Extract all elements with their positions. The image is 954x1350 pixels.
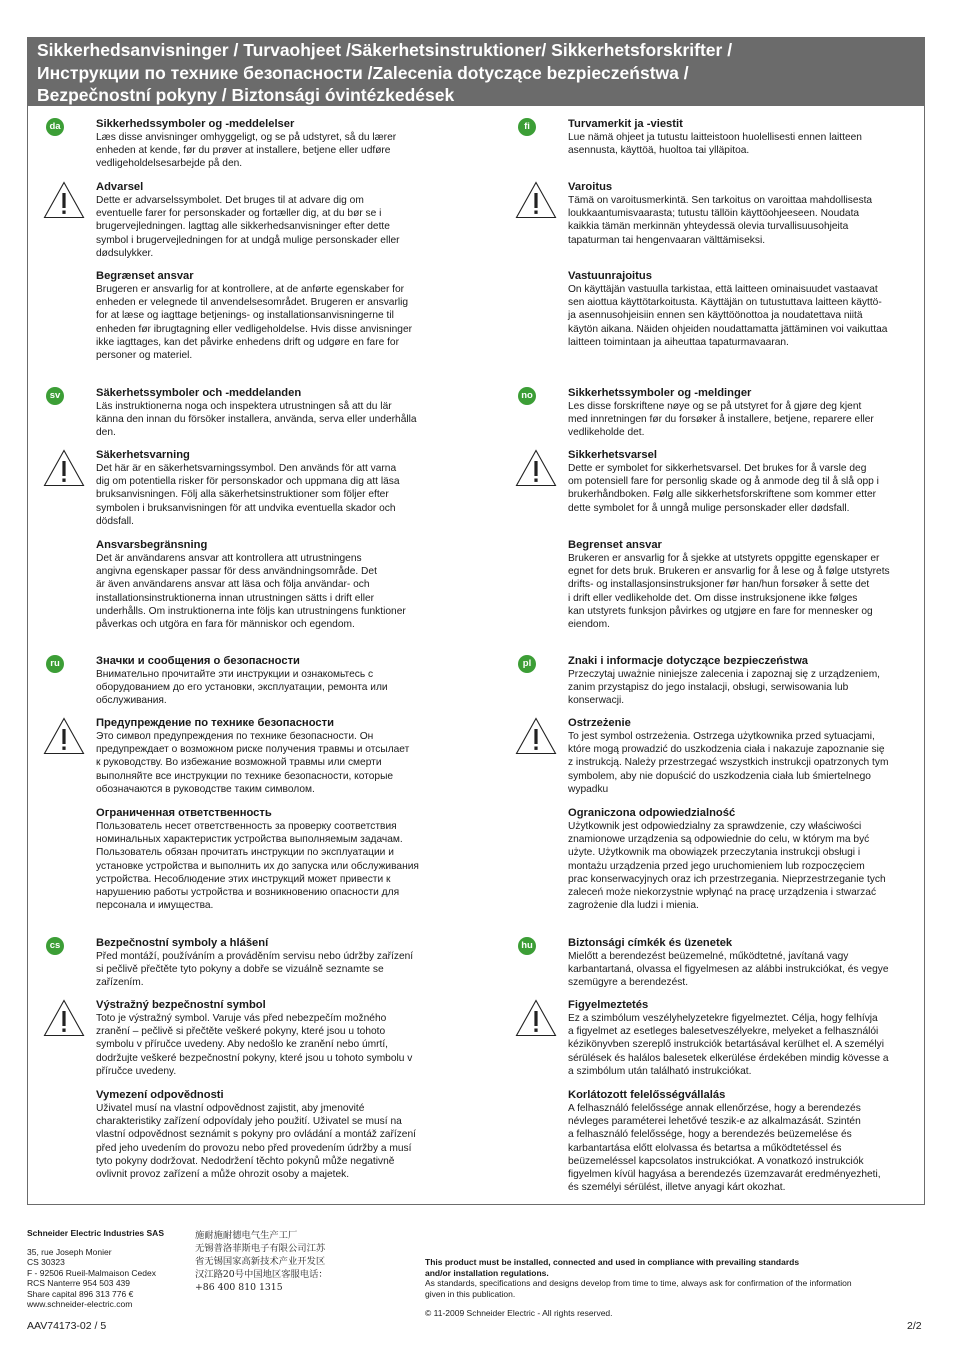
text-line: персонала и имущества. — [96, 900, 214, 912]
block-title: Biztonsági címkék és üzenetek — [568, 937, 733, 949]
safety-alert-block — [568, 449, 879, 515]
text-line: Læs disse anvisninger omhyggeligt, og se på udstyret, så du lærer — [96, 132, 397, 143]
block-title: Begrenset ansvar — [568, 539, 662, 551]
limited-liability-block — [96, 539, 406, 631]
warning-triangle-icon — [515, 449, 557, 487]
text-line: bruksanvisningen. Följ alla säkerhetsinstruktioner som följer efter — [96, 489, 389, 501]
symbols-messages-block — [96, 387, 417, 440]
text-line: a figyelmet az esetleges balesetveszélyekre, melyeket a felhasználói — [568, 1026, 879, 1038]
block-text — [568, 820, 886, 912]
address-line: 35, rue Joseph Monier — [27, 1246, 112, 1257]
text-line: Przeczytaj uważnie niniejsze zalecenia i zapoznaj się z urządzeniem, — [568, 669, 881, 680]
text-line: dödsfall. — [96, 515, 134, 527]
text-line: a szimbólum után található instrukciókat. — [568, 1065, 752, 1077]
address-line: RCS Nanterre 954 503 439 — [27, 1278, 131, 1288]
text-line: Mielőtt a berendezést beüzemelné, működtetné, javítaná vagy — [568, 951, 849, 962]
text-line: Před montáží, používáním a prováděním servisu nebo údržby zařízení — [96, 951, 414, 962]
text-line: asennusta, käyttöä, huoltoa tai ylläpitoa. — [568, 145, 750, 157]
text-line: eiendom. — [568, 619, 610, 631]
text-line: предупреждает о возможном риске получения травмы и отсылает — [96, 744, 410, 756]
text-line: zaleceń może niekorzystnie wpłynąć na pracę urządzenia i stwarzać — [568, 887, 877, 899]
text-line: Det är användarens ansvar att kontrollera att utrustningens — [96, 553, 362, 564]
text-line: Toto je výstražný symbol. Varuje vás před nebezpečím možného — [96, 1013, 387, 1024]
safety-alert-block — [96, 717, 409, 796]
symbols-messages-block — [96, 937, 413, 990]
limited-liability-block — [568, 1089, 881, 1194]
text-line: к руководству. Во избежание возможной травмы или смерти — [96, 757, 382, 769]
block-text — [96, 820, 419, 912]
text-line: устройства. Несоблюдение этих инструкций может привести к — [96, 873, 391, 885]
text-line: personer og materiel. — [96, 350, 193, 362]
header-line: Инструкции по технике безопасности /Zalecenia dotyczące bezpieczeństwa / — [37, 62, 689, 83]
text-line: Brukeren er ansvarlig for å sjekke at utstyrets oppgitte egenskaper er — [568, 553, 880, 564]
safety-alert-block — [96, 449, 400, 528]
text-line: med innretningen før du forsøker å installere, betjene, reparere eller — [568, 414, 874, 426]
text-line: konserwacji. — [568, 695, 625, 707]
block-title: Предупреждение по технике безопасности — [96, 717, 334, 729]
text-line: szemügyre a berendezést. — [568, 977, 689, 989]
language-badge-hu: hu — [518, 937, 536, 955]
company-address — [27, 1228, 164, 1310]
text-line: установке устройства и выполнить их до запуска или обслуживания — [96, 860, 419, 872]
block-title: Korlátozott felelősségvállalás — [568, 1089, 726, 1101]
text-line: är även användarens ansvar att läsa och följa användar- och — [96, 579, 370, 591]
text-line: si pečlivě přečtěte tyto pokyny a dobře se vizuálně seznamte se — [96, 964, 384, 976]
header-line: Bezpečnostní pokyny / Biztonsági óvintézkedések — [37, 85, 455, 105]
text-line: użyte. Użytkownik ma obowiązek przeczytania instrukcji obsługi i — [568, 847, 861, 859]
language-badge-fi: fi — [518, 118, 536, 136]
block-text — [568, 730, 888, 796]
text-line: prac konserwacyjnych oraz ich przestrzegania. Nieprzestrzeganie tych — [568, 873, 886, 885]
text-line: tapaturman tai hengenvaaran välttämiseksi. — [568, 234, 766, 246]
text-line: dødsulykker. — [96, 247, 154, 259]
text-line: zranění – pečlivě si přečtěte veškeré pokyny, které jsou u tohoto — [96, 1026, 386, 1038]
text-line: Lue nämä ohjeet ja tutustu laitteistoon huolellisesti ennen laitteen — [568, 132, 862, 143]
text-line: vlastní odpovědnost seznámit s pokyny pro ovládání a montáž zařízení — [96, 1129, 416, 1141]
text-line: brukerhåndboken. Følg alle sikkerhetsforskriftene som kommer etter — [568, 489, 877, 501]
text-line: zanim przystąpisz do jego instalacji, obsługi, serwisowania lub — [568, 682, 849, 694]
block-text — [568, 668, 880, 708]
block-text — [568, 400, 874, 440]
text-line: Это символ предупреждения по технике безопасности. Он — [96, 731, 374, 742]
text-line: номинальных характеристик устройства выполняемым задачам. — [96, 834, 403, 846]
language-badge-no: no — [518, 387, 536, 405]
block-title: Sikkerhedssymboler og -meddelelser — [96, 118, 295, 130]
text-line: vedlikeholde det. — [568, 427, 645, 439]
text-line: Użytkownik jest odpowiedzialny za sprawdzenie, czy właściwości — [568, 821, 862, 832]
language-badge-ru: ru — [46, 655, 64, 673]
text-line: ikke iagttages, kan det påvirke enhedens drift og udgøre en fare for — [96, 336, 399, 348]
text-line: znamionowe urządzenia są odpowiednie do celu, w którym ma być — [568, 834, 870, 846]
text-line: Uživatel musí na vlastní odpovědnost zajistit, aby jmenovité — [96, 1103, 365, 1114]
block-text — [96, 131, 396, 171]
cn-line: 无锡普洛菲斯电子有限公司江苏 — [195, 1243, 326, 1254]
limited-liability-block — [96, 1089, 416, 1181]
block-text — [96, 668, 388, 708]
text-line: обслуживания. — [96, 695, 167, 707]
text-line: zagrożenie dla ludzi i mienia. — [568, 900, 699, 912]
text-line: dodržujte veškeré bezpečnostní pokyny, které jsou u tohoto symbolu v — [96, 1052, 413, 1064]
limited-liability-block — [568, 270, 887, 349]
text-line: tyto pokyny dodržovat. Nedodržení těchto pokynů může negativně — [96, 1155, 395, 1167]
block-text — [96, 400, 417, 440]
text-line: Ez a szimbólum veszélyhelyzetekre figyelmeztet. Célja, hogy felhívja — [568, 1013, 878, 1024]
text-line: drifts- og installasjonsinstruksjoner før han/hun forsøker å sette det — [568, 579, 870, 591]
warning-triangle-icon — [515, 999, 557, 1037]
text-line: és személyi sérülést, illetve anyagi kárt okozhat. — [568, 1182, 786, 1194]
block-title: Bezpečnostní symboly a hlášení — [96, 937, 269, 949]
text-line: montażu urządzenia przed jego uruchomieniem lub rozpoczęciem — [568, 860, 865, 872]
text-line: Det här är en säkerhetsvarningssymbol. Den används för att varna — [96, 463, 397, 474]
text-line: karbantartaná, olvassa el figyelmesen az alábbi instrukciókat, és vegye — [568, 964, 889, 976]
text-line: symbolem, aby nie dopuścić do uszkodzenia ciała lub śmiertelnego — [568, 770, 871, 782]
language-badge-da: da — [46, 118, 64, 136]
address-line: CS 30323 — [27, 1257, 65, 1267]
text-line: выполняйте все инструкции по технике безопасности, которые — [96, 770, 394, 782]
text-line: z instrukcją. Należy przestrzegać wszystkich instrukcji opatrzonych tym — [568, 757, 889, 769]
cn-line: 省无锡国家高新技术产业开发区 — [195, 1256, 326, 1267]
text-line: Внимательно прочитайте эти инструкции и ознакомьтесь с — [96, 669, 374, 680]
language-badge-cs: cs — [46, 937, 64, 955]
warning-triangle-icon — [43, 999, 85, 1037]
safety-alert-block — [96, 181, 400, 260]
text-line: eventuelle farer for personskader og fortæller dig, at du bør se i — [96, 208, 382, 220]
text-line: charakteristiky zařízení odpovídaly jeho použití. Uživatel se musí na — [96, 1116, 402, 1128]
symbols-messages-block — [568, 937, 889, 990]
warning-triangle-icon — [515, 181, 557, 219]
block-title: Значки и сообщения о безопасности — [96, 655, 300, 667]
text-line: Läs instruktionerna noga och inspektera utrustningen så att du lär — [96, 401, 392, 412]
block-text — [96, 950, 413, 990]
block-text — [96, 462, 400, 528]
warning-triangle-icon — [43, 449, 85, 487]
text-line: installationsinstruktionerna innan utrustningen sätts i drift eller — [96, 592, 375, 604]
limited-liability-block — [568, 807, 886, 912]
note-line: given in this publication. — [425, 1288, 516, 1299]
block-text — [568, 950, 889, 990]
text-line: оборудованием до его установки, эксплуатации, ремонта или — [96, 682, 388, 694]
block-text — [96, 1012, 412, 1078]
text-line: A felhasználó felelőssége annak ellenőrzése, hogy a berendezés — [568, 1103, 861, 1114]
cn-line: 汉江路20号中国地区客服电话： — [195, 1269, 328, 1280]
block-title: Advarsel — [96, 181, 144, 193]
note-bold-line: and/or installation regulations. — [425, 1267, 549, 1278]
block-text — [568, 1102, 881, 1194]
block-title: Sikkerhetsvarsel — [568, 449, 657, 461]
text-line: i drift eller vedlikeholde det. Om disse instruksjonene ikke følges — [568, 592, 858, 604]
text-line: To jest symbol ostrzeżenia. Ostrzega użytkownika przed sytuacjami, — [568, 731, 875, 742]
symbols-messages-block — [568, 387, 874, 440]
text-line: symbol i brugervejledningen for at undgå mulige personskader eller — [96, 234, 400, 246]
text-line: ovlivnit provoz zařízení a může ohrozit osoby a majetek. — [96, 1169, 350, 1181]
text-line: обозначаются в руководстве таким символом. — [96, 783, 315, 795]
text-line: påverkas och utgöra en fara för människor och egendom. — [96, 619, 355, 631]
text-line: for at læse og iagttage betjenings- og installationsanvisningerne til — [96, 310, 394, 322]
text-line: enheden er velegnede til anvendelsesområdet. Brugeren er ansvarlig — [96, 297, 409, 309]
text-line: angivna egenskaper passar för dess användningsområde. Det — [96, 566, 377, 578]
cn-phone: +86 400 810 1315 — [195, 1282, 283, 1293]
text-line: Tämä on varoitusmerkintä. Sen tarkoitus on varoittaa mahdollisesta — [568, 195, 873, 206]
block-title: Znaki i informacje dotyczące bezpieczeństwa — [568, 655, 808, 667]
block-title: Ostrzeżenie — [568, 717, 631, 729]
block-text — [568, 462, 879, 515]
block-text — [96, 730, 409, 796]
language-badge-sv: sv — [46, 387, 64, 405]
block-text — [568, 1012, 889, 1078]
symbols-messages-block — [568, 118, 862, 157]
cn-line: 施耐施耐德电气生产工厂 — [195, 1230, 298, 1241]
address-line: F - 92506 Rueil-Malmaison Cedex — [27, 1267, 156, 1278]
text-line: On käyttäjän vastuulla tarkistaa, että laitteen ominaisuudet vastaavat — [568, 284, 878, 295]
text-line: om potensiell fare for personlig skade og å anmode deg til å slå opp i — [568, 476, 879, 488]
text-line: laitteen toimintaan ja aiheuttaa tapaturmavaaran. — [568, 336, 789, 348]
note-bold-line: This product must be installed, connected and used in compliance with prevailing standards — [425, 1257, 800, 1267]
warning-triangle-icon — [43, 717, 85, 755]
block-title: Výstražný bezpečnostní symbol — [96, 999, 266, 1011]
text-line: příručce uvedeny. — [96, 1065, 177, 1077]
block-title: Figyelmeztetés — [568, 999, 649, 1011]
text-line: den. — [96, 427, 116, 439]
text-line: zařízením. — [96, 977, 144, 989]
company-name: Schneider Electric Industries SAS — [27, 1228, 164, 1238]
block-title: Vastuunrajoitus — [568, 270, 652, 282]
note-line: As standards, specifications and designs develop from time to time, always ask for confirmation of the information — [425, 1278, 852, 1288]
safety-alert-block — [568, 181, 872, 247]
text-line: a felhasználó felelőssége, hogy a berendezés beüzemelése és — [568, 1129, 852, 1141]
text-line: dette symbolet for å unngå mulige personskader eller dødsfall. — [568, 502, 850, 514]
warning-triangle-icon — [515, 717, 557, 755]
text-line: kézikönyvben szereplő instrukciók betartásával kerülhet el. A személyi — [568, 1039, 884, 1051]
address-line: Share capital 896 313 776 € — [27, 1288, 134, 1299]
limited-liability-block — [96, 807, 419, 912]
text-line: käytön aikana. Näiden ohjeiden noudattamatta jättäminen voi vaikuttaa — [568, 323, 888, 335]
text-line: ja asennusohjeisiin ennen sen käyttöönottoa ja noudatettava niitä — [568, 310, 863, 322]
block-text — [96, 194, 400, 260]
block-text — [568, 283, 887, 349]
text-line: sen aiottua käyttötarkoitusta. Käyttäjän on tutustuttava laitteen käyttö- — [568, 297, 882, 309]
block-title: Turvamerkit ja -viestit — [568, 118, 683, 130]
text-line: symbolen i bruksanvisningen för att undvika eventuella skador och — [96, 502, 396, 514]
safety-alert-block — [568, 999, 889, 1078]
block-text — [568, 131, 862, 157]
text-line: które mogą prowadzić do uszkodzenia ciała i nakazuje zapoznanie się — [568, 744, 885, 756]
text-line: enheden før ibrugtagning eller vedligeholdelse. Hvis disse anvisninger — [96, 323, 413, 335]
website-link: www.schneider-electric.com — [27, 1299, 133, 1309]
page-header — [27, 37, 925, 106]
text-line: Dette er symbolet for sikkerhetsvarsel. Det brukes for å varsle deg — [568, 463, 867, 474]
text-line: symbolu v příručce uvedeny. Aby nedošlo ke zranění nebo úmrtí, — [96, 1039, 389, 1051]
text-line: kaikkia tämän merkinnän yhteydessä olevia turvallisuusohjeita — [568, 221, 849, 233]
text-line: Пользователь несет ответственность за проверку соответствия — [96, 821, 397, 832]
limited-liability-block — [96, 270, 412, 362]
symbols-messages-block — [568, 655, 880, 708]
warning-triangle-icon — [43, 181, 85, 219]
compliance-note — [425, 1257, 852, 1319]
limited-liability-block — [568, 539, 890, 631]
text-line: vedligeholdelsesarbejde på den. — [96, 158, 243, 170]
symbols-messages-block — [96, 655, 388, 708]
block-title: Säkerhetssymboler och -meddelanden — [96, 387, 302, 399]
block-text — [568, 194, 872, 247]
block-title: Ograniczona odpowiedzialność — [568, 807, 736, 819]
block-title: Ограниченная ответственность — [96, 807, 272, 819]
text-line: egnet for dets bruk. Brukeren er ansvarlig for å lese og å følge utstyrets — [568, 566, 890, 578]
text-line: Пользователь обязан прочитать инструкции по эксплуатации и — [96, 847, 394, 859]
text-line: нарушению работы устройства и возникновению опасности для — [96, 887, 400, 899]
symbols-messages-block — [96, 118, 396, 171]
block-text — [96, 1102, 416, 1181]
text-line: Dette er advarselssymbolet. Det bruges til at advare dig om — [96, 195, 364, 206]
block-title: Ansvarsbegränsning — [96, 539, 208, 551]
block-title: Vymezení odpovědnosti — [96, 1089, 224, 1101]
block-title: Varoitus — [568, 181, 613, 193]
text-line: před jeho uvedením do provozu nebo před provedením údržby a musí — [96, 1142, 412, 1154]
copyright: © 11-2009 Schneider Electric - All rights reserved. — [425, 1308, 613, 1318]
text-line: figyelmen kívül hagyása a berendezés üzemzavarát eredményezheti, — [568, 1169, 881, 1181]
block-text — [96, 552, 406, 631]
block-title: Säkerhetsvarning — [96, 449, 190, 461]
text-line: Les disse forskriftene nøye og se på utstyret for å gjøre deg kjent — [568, 401, 862, 412]
text-line: névleges paraméterei lehetővé teszik-e az alkalmazását. Szintén — [568, 1116, 861, 1128]
safety-alert-block — [568, 717, 888, 796]
text-line: kan utstyrets funksjon påvirkes og utgjøre en fare for mennesker og — [568, 605, 873, 617]
block-title: Sikkerhetssymboler og -meldinger — [568, 387, 752, 399]
header-line: Sikkerhedsanvisninger / Turvaohjeet /Säkerhetsinstruktioner/ Sikkerhetsforskrifter / — [37, 40, 733, 60]
text-line: beüzemeléssel kapcsolatos instrukciókat. A vonatkozó instrukciók — [568, 1155, 864, 1167]
text-line: dig om potentiella risker för personskador och uppmana dig att läsa — [96, 476, 400, 488]
safety-alert-block — [96, 999, 412, 1078]
page-number: 2/2 — [907, 1320, 922, 1332]
text-line: Brugeren er ansvarlig for at kontrollere, at de anførte egenskaber for — [96, 284, 405, 295]
text-line: sérülések és halálos balesetek elkerülése érdekében mindig kövesse a — [568, 1052, 889, 1064]
block-title: Begrænset ansvar — [96, 270, 194, 282]
language-badge-pl: pl — [518, 655, 536, 673]
block-text — [568, 552, 890, 631]
text-line: enheden at kende, før du prøver at installere, betjene eller udføre — [96, 145, 391, 157]
text-line: underhålls. Om instruktionerna inte följs kan utrustningens funktioner — [96, 605, 406, 617]
text-line: wypadku — [568, 783, 609, 795]
block-text — [96, 283, 412, 362]
document-reference: AAV74173-02 / 5 — [27, 1320, 107, 1332]
chinese-address — [195, 1229, 328, 1294]
text-line: känna den innan du försöker installera, använda, serva eller underhålla — [96, 414, 417, 426]
text-line: loukkaantumisvaarasta; tutustu tällöin käyttöohjeeseen. Noudata — [568, 208, 860, 220]
text-line: brugervejledningen. lagttag alle sikkerhedsanvisninger efter dette — [96, 221, 390, 233]
text-line: karbantartása előtt elolvassa és betartsa a működtetéssel és — [568, 1142, 842, 1154]
